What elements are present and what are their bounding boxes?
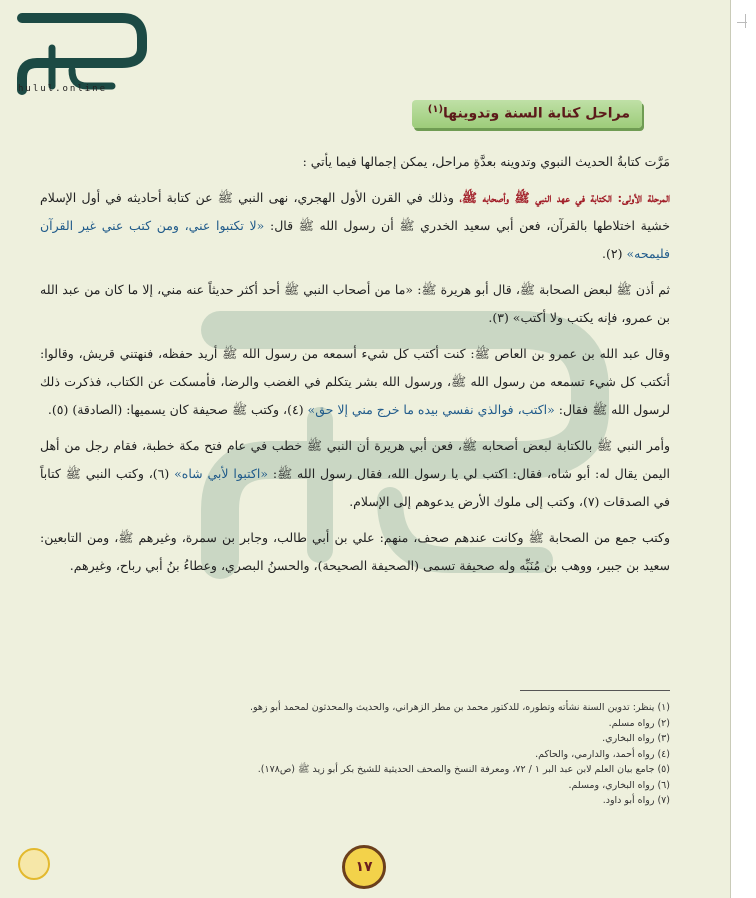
stage-heading: المرحلة الأولى: الكتابة في عهد النبي ﷺ وأصحابه ﷺ، (453, 190, 670, 205)
footnote: (٦) رواه البخاري، ومسلم. (568, 779, 670, 791)
paragraph (40, 184, 670, 268)
footnote: (٣) رواه البخاري. (602, 733, 670, 744)
footnote-separator (520, 690, 670, 691)
footnotes (60, 700, 670, 809)
footnote: (٤) رواه أحمد، والدارمي، والحاكم. (535, 748, 670, 760)
section-header (412, 100, 642, 128)
body-text (40, 148, 670, 588)
paragraph (40, 432, 670, 516)
paragraph (40, 276, 670, 332)
paragraph-text: وأمر النبي ﷺ بالكتابة لبعض أصحابه ﷺ، فعن أبي هريرة أن النبي ﷺ خطب في عام فتح مكة خطبة، فقام رجل من أهل اليمن يقال له: أبو شاه، فقال: اكتب لي يا رسول الله، فقال رسول الله ﷺ: (40, 438, 670, 481)
paragraph-text: (٤)، وكتب ﷺ صحيفة كان يسميها: (الصادقة) (٥). (47, 402, 308, 417)
hadith-quote: «اكتب، فوالذي نفسي بيده ما خرج مني إلا حق» (307, 402, 555, 417)
paragraph-text: وذلك في القرن الأول الهجري، نهى النبي ﷺ عن كتابة أحاديثه في أول الإسلام خشية اختلاطها بالقرآن، فعن أبي سعيد الخدري ﷺ أن رسول الله ﷺ قال: (40, 190, 670, 233)
footnote: (٢) رواه مسلم. (608, 717, 670, 729)
footnote: (١) ينظر: تدوين السنة نشأته وتطوره، للدكتور محمد بن مطر الزهراني، والحديث والمحدثون لمحمد أبو زهو. (249, 702, 670, 713)
footnote: (٥) جامع بيان العلم لابن عبد البر ١ / ٧٢، ومعرفة النسخ والصحف الحديثية للشيخ بكر أبو زيد ﷺ (ص١٧٨). (257, 764, 670, 775)
paragraph-text: وكتب جمع من الصحابة ﷺ وكانت عندهم صحف، منهم: علي بن أبي طالب، وجابر بن سمرة، وغيرهم ﷺ، ومن التابعين: سعيد بن جبير، ووهب بن مُنَبِّه وله صحيفة تسمى (الصحيفة الصحيحة)، والحسنُ البصري، وعطاءُ بنُ أبي رباح، وغيرهم. (40, 530, 670, 573)
paragraph-text: (٢). (602, 246, 627, 261)
paragraph-text: وقال عبد الله بن عمرو بن العاص ﷺ: كنت أكتب كل شيء أسمعه من رسول الله ﷺ أريد حفظه، فنهتني قريش، وقالوا: أتكتب كل شيء تسمعه من رسول الله ﷺ، ورسول الله بشر يتكلم في الغضب والرضا، فأمسكت عن الكتاب، فذكرت ذلك لرسول الله ﷺ فقال: (40, 346, 670, 417)
paragraph (40, 340, 670, 424)
paragraph-text: (٦)، وكتب النبي ﷺ كتاباً في الصدقات (٧)، وكتب إلى ملوك الأرض يدعوهم إلى الإسلام. (40, 466, 670, 509)
page-edge (730, 0, 756, 898)
page-number: ١٧ (342, 845, 386, 889)
logo-url: hulul.online (18, 84, 108, 94)
section-title: مراحل كتابة السنة وتدوينها$^{(١)}$ (427, 104, 630, 122)
hadith-quote: «اكتبوا لأبي شاه» (174, 466, 268, 481)
paragraph (40, 524, 670, 580)
paragraph-text: مَرَّت كتابةُ الحديث النبوي وتدوينه بعدَّةِ مراحل، يمكن إجمالها فيما يأتي : (302, 154, 670, 169)
paragraph (40, 148, 670, 176)
hadith-quote: «لا تكتبوا عني، ومن كتب عني غير القرآن فليمحه» (40, 218, 670, 261)
footnote: (٧) رواه أبو داود. (602, 795, 670, 806)
corner-badge-icon (18, 848, 50, 880)
paragraph-text: ثم أذن ﷺ لبعض الصحابة ﷺ، قال أبو هريرة ﷺ: «ما من أصحاب النبي ﷺ أحد أكثر حديثاً عنه مني، إلا ما كان من عبد الله بن عمرو، فإنه يكتب ولا أكتب» (٣). (40, 282, 670, 325)
